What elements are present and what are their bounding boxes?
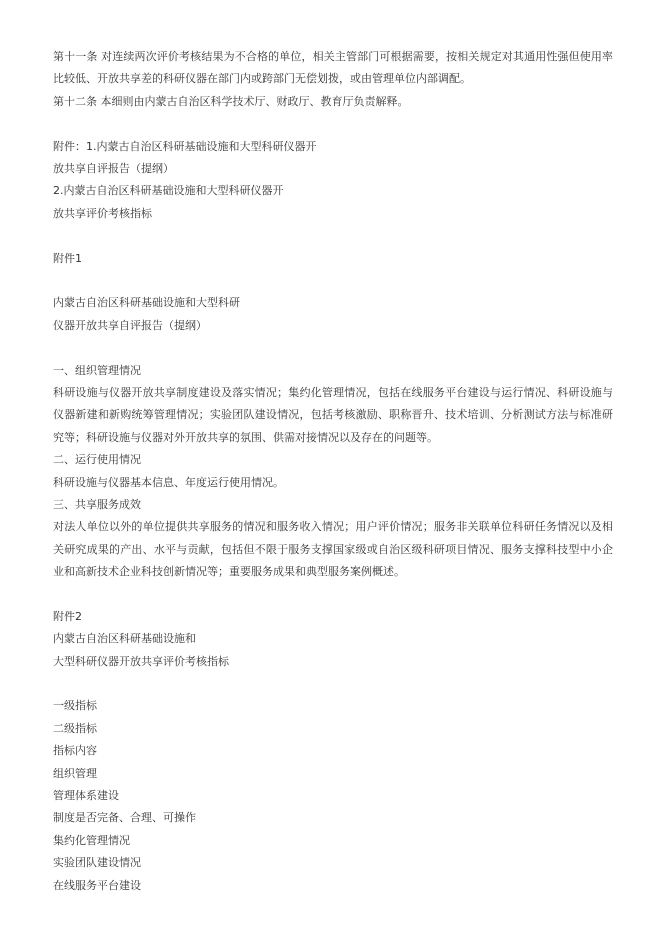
- indicator-item: 指标内容: [53, 744, 97, 758]
- attachment1-title-line-2: 仪器开放共享自评报告（提纲）: [53, 318, 207, 332]
- indicator-item: 管理体系建设: [53, 789, 119, 803]
- indicator-item: 实验团队建设情况: [53, 856, 141, 870]
- section-body: 对法人单位以外的单位提供共享服务的情况和服务收入情况；用户评价情况；服务非关联单位科研任务情况以及相关研究成果的产出、水平与贡献，包括但不限于服务支撑国家级或自治区级科研项目情况、服务支撑科技型中小企业和高新技术企业科技创新情况等；重要服务成果和典型服务案例概述。: [53, 520, 613, 579]
- spacer: [53, 337, 613, 359]
- indicator-item: 集约化管理情况: [53, 833, 130, 847]
- section-body: 科研设施与仪器基本信息、年度运行使用情况。: [53, 475, 284, 489]
- attachments-list-line-1: 附件：1.内蒙古自治区科研基础设施和大型科研仪器开: [53, 139, 317, 153]
- attachment1-label: 附件1: [53, 251, 82, 265]
- article-12: 第十二条 本细则由内蒙古自治区科学技术厅、财政厅、教育厅负责解释。: [53, 94, 409, 108]
- spacer: [53, 225, 613, 247]
- section-heading: 三、共享服务成效: [53, 497, 141, 511]
- spacer: [53, 584, 613, 606]
- spacer: [53, 270, 613, 292]
- section-heading: 一、组织管理情况: [53, 363, 141, 377]
- attachment2-title-line-2: 大型科研仪器开放共享评价考核指标: [53, 654, 229, 668]
- attachments-list-line-3: 2.内蒙古自治区科研基础设施和大型科研仪器开: [53, 184, 284, 198]
- spacer: [53, 113, 613, 135]
- attachment2-title-line-1: 内蒙古自治区科研基础设施和: [53, 632, 196, 646]
- attachment1-title-line-1: 内蒙古自治区科研基础设施和大型科研: [53, 296, 240, 310]
- attachments-list-line-2: 放共享自评报告（提纲）: [53, 161, 174, 175]
- section-body: 科研设施与仪器开放共享制度建设及落实情况；集约化管理情况，包括在线服务平台建设与运行情况、科研设施与仪器新建和新购统筹管理情况；实验团队建设情况，包括考核激励、职称晋升、技术培训、分析测试方法与标准研究等；科研设施与仪器对外开放共享的氛围、供需对接情况以及存在的问题等。: [53, 385, 613, 444]
- document-page: [53, 46, 613, 897]
- indicator-item: 组织管理: [53, 766, 97, 780]
- attachments-list-line-4: 放共享评价考核指标: [53, 206, 152, 220]
- spacer: [53, 673, 613, 695]
- indicator-item: 在线服务平台建设: [53, 878, 141, 892]
- article-11: 第十一条 对连续两次评价考核结果为不合格的单位，相关主管部门可根据需要，按相关规定对其通用性强但使用率比较低、开放共享差的科研仪器在部门内或跨部门无偿划拨，或由管理单位内部调配。: [53, 50, 613, 86]
- indicator-item: 二级指标: [53, 721, 97, 735]
- indicator-item: 一级指标: [53, 699, 97, 713]
- attachment2-label: 附件2: [53, 609, 82, 623]
- indicator-item: 制度是否完备、合理、可操作: [53, 811, 196, 825]
- section-heading: 二、运行使用情况: [53, 453, 141, 467]
